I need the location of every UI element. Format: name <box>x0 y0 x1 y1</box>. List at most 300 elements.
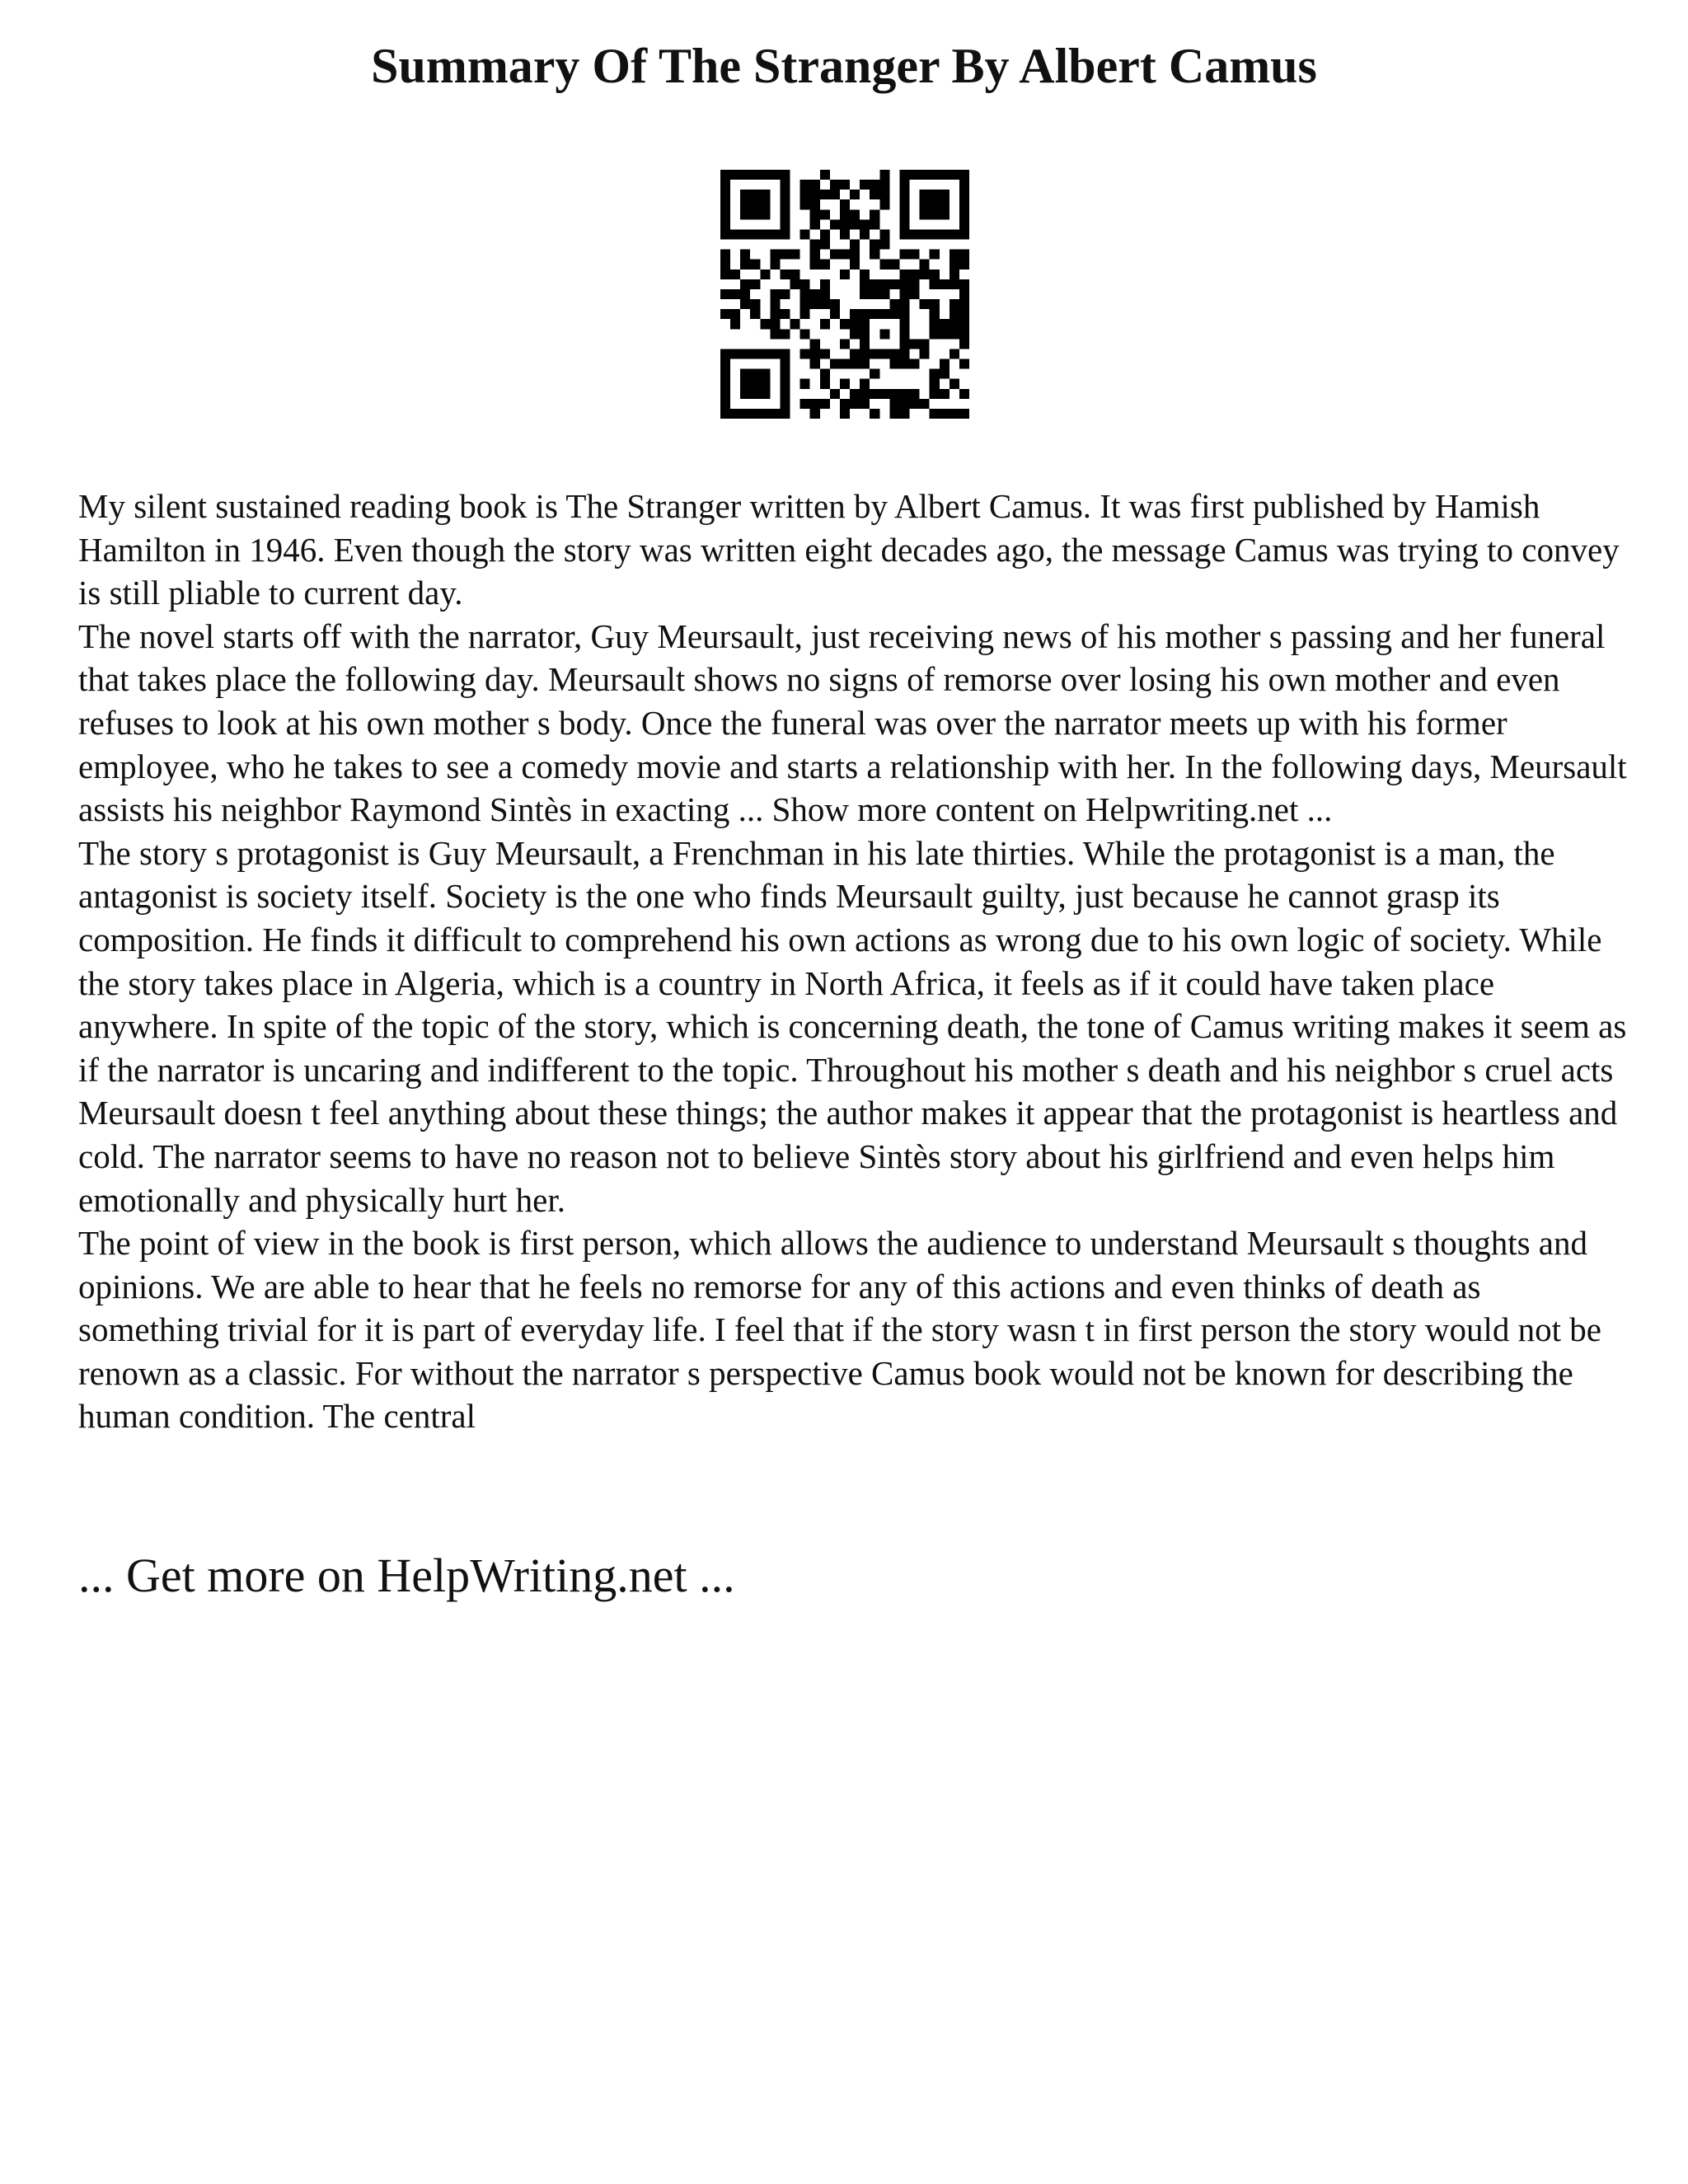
qr-module <box>930 389 940 399</box>
qr-module <box>770 299 780 309</box>
qr-module <box>920 399 930 409</box>
qr-module <box>910 389 920 399</box>
qr-module <box>760 379 770 389</box>
qr-module <box>740 190 750 199</box>
qr-module <box>950 409 959 419</box>
qr-module <box>810 260 820 269</box>
qr-module <box>920 339 930 349</box>
qr-module <box>870 389 879 399</box>
qr-module <box>950 349 959 359</box>
qr-module <box>770 309 780 319</box>
qr-module <box>770 409 780 419</box>
qr-module <box>930 250 940 260</box>
qr-module <box>910 289 920 299</box>
qr-module <box>820 379 830 389</box>
qr-module <box>940 199 950 209</box>
qr-module <box>750 309 760 319</box>
qr-module <box>740 369 750 379</box>
qr-module <box>930 199 940 209</box>
qr-module <box>870 209 879 219</box>
get-more-link[interactable]: ... Get more on HelpWriting.net ... <box>78 1549 735 1602</box>
qr-module <box>889 399 899 409</box>
qr-module <box>750 209 760 219</box>
qr-module <box>889 260 899 269</box>
qr-module <box>910 359 920 369</box>
qr-module <box>720 229 730 239</box>
qr-module <box>959 319 969 329</box>
qr-module <box>720 219 730 229</box>
qr-module <box>930 170 940 180</box>
qr-module <box>820 369 830 379</box>
qr-module <box>720 269 730 279</box>
qr-module <box>720 170 730 180</box>
qr-module <box>760 229 770 239</box>
qr-module <box>860 309 870 319</box>
qr-module <box>860 359 870 369</box>
qr-module <box>950 260 959 269</box>
qr-module <box>920 209 930 219</box>
qr-module <box>740 409 750 419</box>
qr-module <box>910 229 920 239</box>
qr-module <box>780 269 790 279</box>
qr-module <box>889 299 899 309</box>
qr-module <box>750 369 760 379</box>
qr-module <box>950 250 959 260</box>
qr-module <box>850 219 860 229</box>
qr-module <box>959 279 969 289</box>
qr-module <box>899 399 909 409</box>
qr-module <box>910 269 920 279</box>
qr-module <box>780 219 790 229</box>
qr-module <box>860 379 870 389</box>
qr-module <box>870 409 879 419</box>
qr-module <box>860 269 870 279</box>
qr-module <box>730 289 740 299</box>
qr-module <box>950 309 959 319</box>
qr-module <box>920 260 930 269</box>
qr-module <box>879 229 889 239</box>
qr-module <box>770 229 780 239</box>
qr-module <box>940 170 950 180</box>
qr-module <box>860 289 870 299</box>
qr-module <box>760 199 770 209</box>
qr-module <box>780 289 790 299</box>
qr-module <box>879 309 889 319</box>
qr-module <box>850 240 860 250</box>
qr-module <box>930 369 940 379</box>
qr-module <box>810 209 820 219</box>
qr-module <box>860 399 870 409</box>
qr-module <box>899 309 909 319</box>
qr-module <box>830 219 840 229</box>
qr-module <box>750 279 760 289</box>
qr-module <box>899 170 909 180</box>
paragraph-point-of-view: The point of view in the book is first person, which allows the audience to understand Meursault s thoughts and opinions. We are able to hear that he feels no remorse for any of this actions and even thinks of death as something trivial for it is part of everyday life. I feel that if the story wasn t in first person the story would not be renown as a classic. For without the narrator s perspective Camus book would not be known for describing the human condition. The central <box>78 1224 1601 1436</box>
qr-module <box>899 359 909 369</box>
qr-module <box>740 170 750 180</box>
qr-module <box>930 309 940 319</box>
qr-module <box>959 219 969 229</box>
qr-module <box>920 170 930 180</box>
qr-module <box>860 219 870 229</box>
qr-module <box>879 279 889 289</box>
qr-module <box>920 199 930 209</box>
qr-module <box>910 170 920 180</box>
qr-module <box>750 260 760 269</box>
qr-module <box>899 409 909 419</box>
paragraph-plot: The novel starts off with the narrator, Guy Meursault, just receiving news of his mother s passing and her funeral that takes place the following day. Meursault shows no signs of remorse over losing his own mother and even refuses to look at his own mother s body. Once the funeral was over the narrator meets up with his former employee, who he takes to see a comedy movie and starts a relationship with her. In the following days, Meursault assists his neighbor Raymond Sintès in exacting ... Show more content on Helpwriting.net ... <box>78 616 1627 829</box>
qr-module <box>820 170 830 180</box>
qr-module <box>720 409 730 419</box>
qr-module <box>889 309 899 319</box>
qr-module <box>780 349 790 359</box>
qr-module <box>870 250 879 260</box>
qr-module <box>870 279 879 289</box>
qr-module <box>910 279 920 289</box>
qr-module <box>810 349 820 359</box>
qr-module <box>959 309 969 319</box>
qr-module <box>959 180 969 190</box>
qr-module <box>800 299 810 309</box>
qr-module <box>840 339 850 349</box>
qr-module <box>889 279 899 289</box>
qr-module <box>720 399 730 409</box>
qr-module <box>820 299 830 309</box>
qr-module <box>780 379 790 389</box>
qr-module <box>850 349 860 359</box>
qr-module <box>840 219 850 229</box>
qr-module <box>879 199 889 209</box>
qr-module <box>790 250 800 260</box>
qr-module <box>760 389 770 399</box>
qr-module <box>889 409 899 419</box>
qr-module <box>870 180 879 190</box>
qr-module <box>740 279 750 289</box>
qr-module <box>820 399 830 409</box>
qr-module <box>940 229 950 239</box>
qr-module <box>810 399 820 409</box>
qr-module <box>780 190 790 199</box>
summary-body <box>78 485 1628 1438</box>
qr-module <box>959 250 969 260</box>
qr-module <box>780 369 790 379</box>
qr-module <box>780 329 790 339</box>
qr-module <box>740 349 750 359</box>
qr-module <box>800 190 810 199</box>
qr-module <box>899 180 909 190</box>
qr-module <box>730 229 740 239</box>
qr-code-icon <box>720 170 969 419</box>
qr-module <box>830 389 840 399</box>
qr-module <box>930 269 940 279</box>
qr-module <box>720 289 730 299</box>
qr-module <box>959 199 969 209</box>
page-title: Summary Of The Stranger By Albert Camus <box>371 39 1317 93</box>
qr-module <box>720 180 730 190</box>
qr-module <box>790 279 800 289</box>
qr-module <box>860 319 870 329</box>
qr-module <box>930 319 940 329</box>
qr-module <box>899 229 909 239</box>
qr-module <box>910 250 920 260</box>
qr-module <box>889 389 899 399</box>
qr-module <box>840 250 850 260</box>
qr-module <box>959 329 969 339</box>
qr-module <box>740 260 750 269</box>
qr-module <box>850 250 860 260</box>
qr-module <box>780 389 790 399</box>
qr-module <box>780 180 790 190</box>
qr-module <box>750 389 760 399</box>
qr-module <box>760 369 770 379</box>
qr-module <box>810 219 820 229</box>
qr-module <box>879 389 889 399</box>
qr-module <box>860 389 870 399</box>
qr-module <box>750 379 760 389</box>
qr-module <box>780 199 790 209</box>
qr-module <box>899 250 909 260</box>
qr-module <box>740 250 750 260</box>
qr-module <box>800 229 810 239</box>
qr-module <box>840 399 850 409</box>
qr-module <box>770 170 780 180</box>
qr-module <box>800 289 810 299</box>
qr-module <box>840 379 850 389</box>
qr-module <box>860 279 870 289</box>
qr-module <box>930 190 940 199</box>
qr-module <box>810 190 820 199</box>
qr-module <box>850 329 860 339</box>
qr-module <box>720 309 730 319</box>
qr-module <box>920 190 930 199</box>
qr-module <box>740 389 750 399</box>
qr-module <box>959 229 969 239</box>
qr-module <box>810 250 820 260</box>
qr-module <box>940 359 950 369</box>
qr-module <box>879 260 889 269</box>
qr-module <box>860 229 870 239</box>
qr-module <box>840 319 850 329</box>
qr-module <box>820 289 830 299</box>
qr-module <box>959 359 969 369</box>
qr-module <box>959 170 969 180</box>
qr-module <box>720 209 730 219</box>
paragraph-characters: The story s protagonist is Guy Meursault, a Frenchman in his late thirties. While the protagonist is a man, the antagonist is society itself. Society is the one who finds Meursault guilty, just because he cannot grasp its composition. He finds it difficult to comprehend his own actions as wrong due to his own logic of society. While the story takes place in Algeria, which is a country in North Africa, it feels as if it could have taken place anywhere. In spite of the topic of the story, which is concerning death, the tone of Camus writing makes it seem as if the narrator is uncaring and indifferent to the topic. Throughout his mother s death and his neighbor s cruel acts Meursault doesn t feel anything about these things; the author makes it appear that the protagonist is heartless and cold. The narrator seems to have no reason not to believe Sintès story about his girlfriend and even helps him emotionally and physically hurt her. <box>78 833 1627 1219</box>
qr-module <box>879 240 889 250</box>
qr-module <box>800 329 810 339</box>
qr-module <box>910 399 920 409</box>
qr-module <box>790 269 800 279</box>
qr-module <box>930 379 940 389</box>
qr-module <box>730 170 740 180</box>
qr-module <box>780 250 790 260</box>
qr-module <box>910 339 920 349</box>
qr-module <box>730 319 740 329</box>
qr-module <box>750 229 760 239</box>
qr-module <box>780 309 790 319</box>
qr-module <box>740 199 750 209</box>
qr-module <box>720 260 730 269</box>
qr-module <box>760 209 770 219</box>
qr-module <box>780 409 790 419</box>
qr-module <box>840 180 850 190</box>
qr-module <box>840 359 850 369</box>
qr-module <box>720 389 730 399</box>
qr-module <box>850 359 860 369</box>
qr-module <box>899 319 909 329</box>
qr-module <box>720 369 730 379</box>
qr-module <box>820 229 830 239</box>
qr-module <box>899 199 909 209</box>
qr-module <box>930 279 940 289</box>
qr-module <box>879 170 889 180</box>
qr-module <box>830 299 840 309</box>
qr-module <box>740 289 750 299</box>
qr-module <box>950 299 959 309</box>
qr-module <box>830 250 840 260</box>
qr-module <box>889 349 899 359</box>
qr-module <box>800 199 810 209</box>
qr-module <box>899 299 909 309</box>
qr-module <box>870 190 879 199</box>
qr-module <box>810 409 820 419</box>
qr-module <box>840 269 850 279</box>
qr-module <box>870 309 879 319</box>
qr-module <box>940 329 950 339</box>
qr-module <box>940 190 950 199</box>
qr-module <box>820 190 830 199</box>
qr-module <box>820 260 830 269</box>
qr-module <box>840 199 850 209</box>
qr-module <box>770 349 780 359</box>
qr-module <box>879 180 889 190</box>
qr-module <box>959 209 969 219</box>
qr-module <box>800 399 810 409</box>
qr-module <box>879 349 889 359</box>
qr-module <box>730 349 740 359</box>
qr-module <box>730 269 740 279</box>
qr-module <box>959 190 969 199</box>
qr-module <box>870 240 879 250</box>
qr-module <box>930 209 940 219</box>
qr-module <box>899 190 909 199</box>
qr-module <box>720 379 730 389</box>
qr-module <box>940 279 950 289</box>
qr-module <box>820 319 830 329</box>
qr-module <box>950 170 959 180</box>
qr-module <box>850 399 860 409</box>
qr-module <box>950 329 959 339</box>
qr-module <box>820 349 830 359</box>
qr-module <box>850 260 860 269</box>
qr-module <box>899 329 909 339</box>
qr-module <box>810 339 820 349</box>
qr-module <box>940 409 950 419</box>
qr-module <box>920 299 930 309</box>
qr-module <box>899 219 909 229</box>
qr-module <box>770 289 780 299</box>
qr-module <box>770 329 780 339</box>
qr-module <box>720 190 730 199</box>
paragraph-intro: My silent sustained reading book is The Stranger written by Albert Camus. It was first published by Hamish Hamilton in 1946. Even though the story was written eight decades ago, the message Camus was trying to convey is still pliable to current day. <box>78 487 1620 612</box>
qr-module <box>930 329 940 339</box>
qr-module <box>870 369 879 379</box>
qr-module <box>720 250 730 260</box>
qr-module <box>730 409 740 419</box>
qr-module <box>780 170 790 180</box>
qr-module <box>889 359 899 369</box>
qr-code-graphic <box>720 170 969 419</box>
qr-module <box>800 279 810 289</box>
qr-module <box>740 229 750 239</box>
qr-module <box>870 349 879 359</box>
qr-module <box>940 319 950 329</box>
qr-module <box>959 289 969 299</box>
qr-module <box>800 379 810 389</box>
qr-module <box>820 279 830 289</box>
qr-module <box>860 329 870 339</box>
qr-module <box>879 329 889 339</box>
qr-module <box>879 289 889 299</box>
qr-module <box>750 349 760 359</box>
qr-module <box>790 319 800 329</box>
qr-module <box>750 299 760 309</box>
qr-module <box>750 199 760 209</box>
qr-module <box>850 309 860 319</box>
qr-module <box>780 209 790 219</box>
qr-module <box>959 339 969 349</box>
qr-module <box>800 180 810 190</box>
qr-module <box>950 319 959 329</box>
qr-module <box>899 389 909 399</box>
qr-module <box>899 269 909 279</box>
qr-module <box>930 409 940 419</box>
qr-module <box>770 260 780 269</box>
qr-module <box>750 170 760 180</box>
qr-module <box>940 369 950 379</box>
qr-module <box>820 209 830 219</box>
qr-module <box>830 359 840 369</box>
qr-module <box>860 339 870 349</box>
qr-module <box>830 309 840 319</box>
qr-module <box>899 339 909 349</box>
qr-module <box>720 349 730 359</box>
qr-module <box>750 409 760 419</box>
qr-module <box>850 319 860 329</box>
qr-module <box>920 229 930 239</box>
qr-module <box>740 209 750 219</box>
qr-module <box>930 299 940 309</box>
qr-module <box>770 319 780 329</box>
qr-module <box>810 180 820 190</box>
qr-module <box>840 409 850 419</box>
qr-module <box>870 219 879 229</box>
qr-module <box>830 190 840 199</box>
qr-module <box>810 289 820 299</box>
qr-module <box>959 260 969 269</box>
qr-module <box>720 359 730 369</box>
qr-module <box>850 389 860 399</box>
qr-module <box>899 279 909 289</box>
qr-module <box>850 209 860 219</box>
qr-module <box>899 209 909 219</box>
qr-module <box>879 190 889 199</box>
qr-module <box>760 409 770 419</box>
qr-module <box>780 359 790 369</box>
qr-module <box>940 209 950 219</box>
qr-module <box>810 240 820 250</box>
qr-module <box>750 190 760 199</box>
